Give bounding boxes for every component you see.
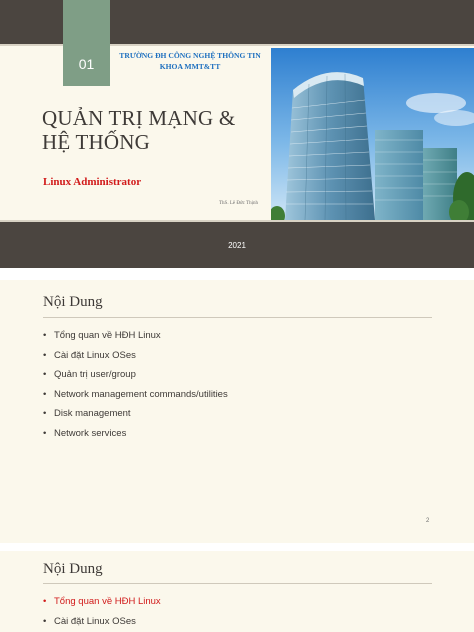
slide-number-tab	[63, 0, 110, 86]
list-item: • Cài đặt Linux OSes	[43, 612, 161, 632]
slide2-bullet-list	[43, 326, 228, 444]
list-item: • Cài đặt Linux OSes	[43, 346, 228, 366]
slide-subtitle: Linux Administrator	[43, 176, 142, 188]
list-item: • Disk management	[43, 404, 228, 424]
list-item: • Network management commands/utilities	[43, 385, 228, 405]
slide2-heading: Nội Dung	[43, 294, 103, 310]
slide-title-line2: HỆ THỐNG	[42, 130, 150, 154]
slide2-heading-rule	[43, 317, 432, 318]
year-label	[0, 222, 474, 268]
list-item: • Quản trị user/group	[43, 365, 228, 385]
school-name-line1: TRƯỜNG ĐH CÔNG NGHỆ THÔNG TIN	[119, 51, 261, 60]
slide3-bullet-list	[43, 592, 161, 631]
building-photo	[271, 48, 474, 220]
slide3	[0, 551, 474, 632]
slide3-heading: Nội Dung	[43, 561, 103, 577]
list-item-active: • Tổng quan về HĐH Linux	[43, 592, 161, 612]
author-name: ThS. Lê Đức Thịnh	[219, 201, 259, 206]
slide-number: 01	[78, 56, 95, 72]
slide-gap	[0, 268, 474, 280]
list-item: • Network services	[43, 424, 228, 444]
slide2-page-number: 2	[426, 518, 430, 524]
slide2	[0, 280, 474, 543]
slide-title-line1: QUẢN TRỊ MẠNG &	[42, 106, 236, 130]
school-name-line2: KHOA MMT&TT	[159, 62, 221, 71]
school-name	[114, 50, 266, 72]
slide3-heading-rule	[43, 583, 432, 584]
slide-title	[42, 106, 272, 154]
year-text: 2021	[228, 240, 246, 250]
list-item: • Tổng quan về HĐH Linux	[43, 326, 228, 346]
